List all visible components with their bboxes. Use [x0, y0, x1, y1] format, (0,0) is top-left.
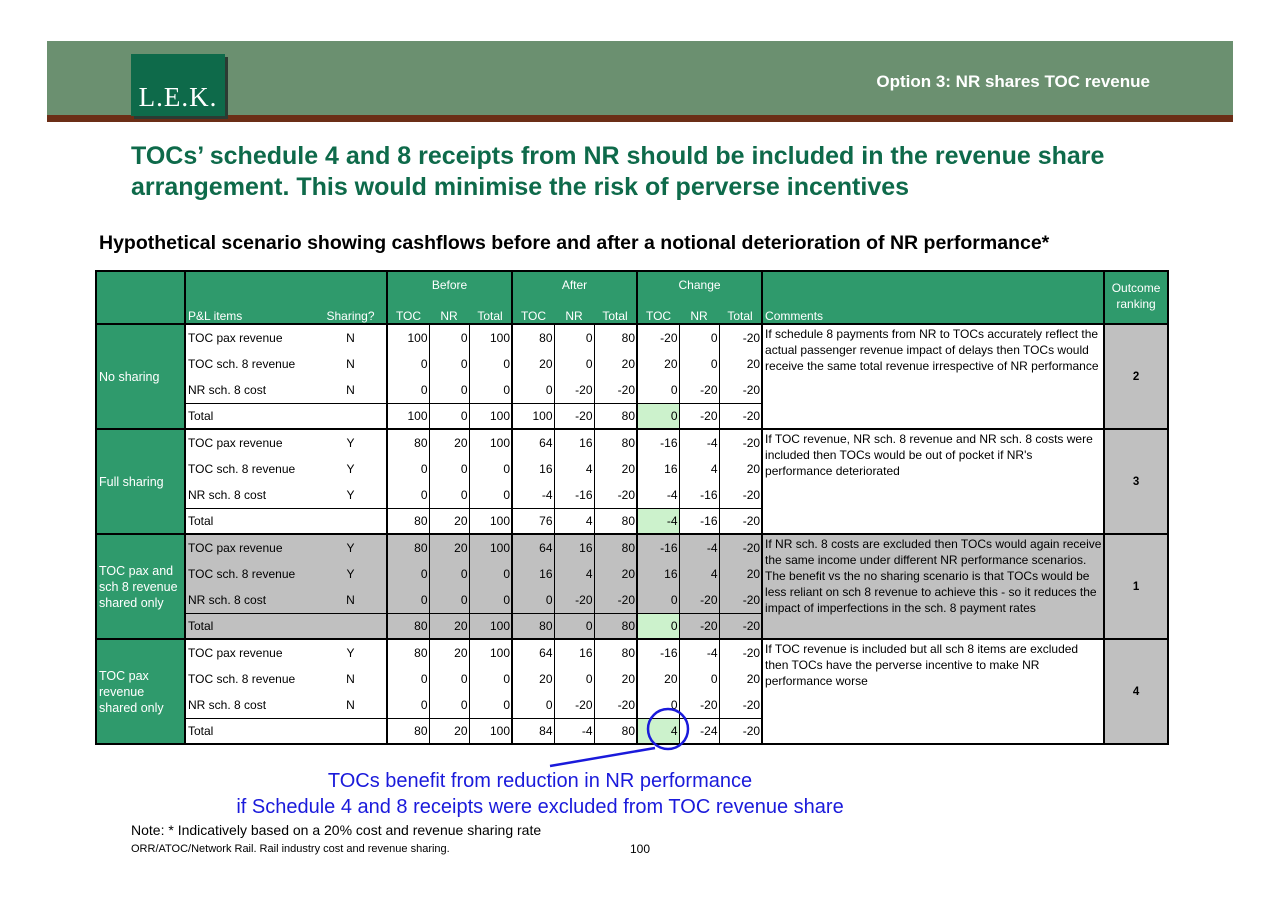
before-toc-value: 0 — [387, 692, 429, 719]
after-total-value: -20 — [594, 377, 637, 404]
after-toc-value: 20 — [512, 351, 554, 377]
header-outcome-ranking: Outcome ranking — [1104, 271, 1168, 324]
after-total-value: 20 — [594, 351, 637, 377]
header-pl-items: P&L items — [185, 298, 315, 324]
before-nr-value: 0 — [429, 482, 469, 509]
before-total-value: 100 — [469, 614, 512, 640]
header-change-toc: TOC — [637, 298, 679, 324]
before-nr-value: 20 — [429, 534, 469, 561]
outcome-ranking: 1 — [1104, 534, 1168, 639]
after-nr-value: -20 — [554, 377, 594, 404]
before-total-value: 0 — [469, 456, 512, 482]
after-total-value: -20 — [594, 587, 637, 614]
change-total-value: -20 — [719, 692, 762, 719]
sharing-flag: N — [346, 672, 355, 686]
change-toc-value: -16 — [637, 639, 679, 666]
sharing-flag: N — [346, 357, 355, 371]
after-toc-value: 100 — [512, 404, 554, 430]
header-section-cell — [96, 271, 185, 324]
before-toc-value: 0 — [387, 351, 429, 377]
after-nr-value: 16 — [554, 429, 594, 456]
before-toc-value: 0 — [387, 456, 429, 482]
table-row — [96, 639, 1168, 666]
change-nr-value: -4 — [679, 639, 719, 666]
header-before-toc: TOC — [387, 298, 429, 324]
before-total-value: 0 — [469, 351, 512, 377]
before-nr-value: 0 — [429, 561, 469, 587]
before-nr-value: 20 — [429, 509, 469, 535]
change-nr-value: -20 — [679, 404, 719, 430]
after-nr-value: 0 — [554, 666, 594, 692]
sharing-flag — [315, 509, 387, 535]
before-total-value: 100 — [469, 534, 512, 561]
before-toc-value: 100 — [387, 324, 429, 351]
pl-item: TOC pax revenue — [185, 534, 315, 561]
after-toc-value: 84 — [512, 719, 554, 745]
before-total-value: 0 — [469, 482, 512, 509]
change-total-value: -20 — [719, 719, 762, 745]
header-after: After — [512, 271, 637, 298]
change-toc-value: 0 — [637, 587, 679, 614]
pl-item: NR sch. 8 cost — [185, 482, 315, 509]
change-nr-value: -4 — [679, 534, 719, 561]
change-toc-value: -4 — [637, 482, 679, 509]
after-nr-value: -16 — [554, 482, 594, 509]
header-comments: Comments — [762, 298, 1104, 324]
after-nr-value: 16 — [554, 639, 594, 666]
change-total-value: -20 — [719, 429, 762, 456]
after-nr-value: -20 — [554, 692, 594, 719]
outcome-ranking: 4 — [1104, 639, 1168, 744]
table-row — [96, 429, 1168, 456]
table-row — [96, 324, 1168, 351]
before-nr-value: 0 — [429, 404, 469, 430]
before-nr-value: 20 — [429, 719, 469, 745]
change-nr-value: -4 — [679, 429, 719, 456]
change-nr-value: -16 — [679, 509, 719, 535]
section-label: No sharing — [96, 324, 185, 429]
header-accent-bar — [47, 115, 1233, 122]
pl-item: TOC sch. 8 revenue — [185, 561, 315, 587]
change-toc-value: -4 — [637, 509, 679, 535]
change-toc-value: 20 — [637, 351, 679, 377]
change-nr-value: 0 — [679, 324, 719, 351]
after-total-value: 80 — [594, 719, 637, 745]
after-toc-value: 64 — [512, 534, 554, 561]
option-title: Option 3: NR shares TOC revenue — [876, 72, 1150, 91]
pl-item: NR sch. 8 cost — [185, 587, 315, 614]
header-change-nr: NR — [679, 298, 719, 324]
table-row — [96, 534, 1168, 561]
after-total-value: 80 — [594, 614, 637, 640]
after-total-value: 80 — [594, 324, 637, 351]
sharing-flag: N — [315, 324, 387, 351]
change-nr-value: 0 — [679, 666, 719, 692]
sharing-flag: N — [346, 698, 355, 712]
sharing-flag: Y — [315, 561, 387, 587]
change-toc-value: -16 — [637, 429, 679, 456]
change-toc-value: 4 — [637, 719, 679, 745]
change-total-value: 20 — [719, 561, 762, 587]
header-blank-cell — [185, 271, 387, 298]
before-total-value: 0 — [469, 377, 512, 404]
header-after-total: Total — [594, 298, 637, 324]
before-total-value: 0 — [469, 587, 512, 614]
change-nr-value: 4 — [679, 561, 719, 587]
before-nr-value: 20 — [429, 429, 469, 456]
before-toc-value: 0 — [387, 377, 429, 404]
after-total-value: -20 — [594, 692, 637, 719]
before-nr-value: 20 — [429, 614, 469, 640]
before-nr-value: 0 — [429, 377, 469, 404]
before-nr-value: 20 — [429, 639, 469, 666]
pl-item: TOC sch. 8 revenue — [185, 351, 315, 377]
sharing-flag — [315, 614, 387, 640]
after-total-value: 20 — [594, 666, 637, 692]
comment-cell: If TOC revenue is included but all sch 8 items are excluded then TOCs have the perverse incentive to make NR performance worse — [762, 639, 1104, 744]
comment-cell: If schedule 8 payments from NR to TOCs accurately reflect the actual passenger revenue impact of delays then TOCs would receive the same total revenue irrespective of NR performance — [762, 324, 1104, 429]
change-total-value: -20 — [719, 377, 762, 404]
after-nr-value: 0 — [554, 324, 594, 351]
header-change: Change — [637, 271, 762, 298]
before-nr-value: 0 — [429, 587, 469, 614]
cashflow-table — [95, 270, 1169, 745]
outcome-ranking: 3 — [1104, 429, 1168, 534]
header-after-nr: NR — [554, 298, 594, 324]
before-toc-value: 0 — [387, 666, 429, 692]
before-toc-value: 80 — [387, 534, 429, 561]
after-toc-value: 16 — [512, 456, 554, 482]
lek-logo — [131, 54, 225, 116]
after-total-value: 20 — [594, 561, 637, 587]
pl-item: TOC pax revenue — [185, 639, 315, 666]
logo-text: L.E.K. — [138, 82, 218, 112]
change-total-value: -20 — [719, 324, 762, 351]
change-total-value: 20 — [719, 351, 762, 377]
before-toc-value: 0 — [387, 561, 429, 587]
change-total-value: -20 — [719, 404, 762, 430]
before-total-value: 100 — [469, 429, 512, 456]
before-toc-value: 80 — [387, 509, 429, 535]
sharing-flag: Y — [346, 462, 355, 476]
before-total-value: 0 — [469, 666, 512, 692]
change-total-value: 20 — [719, 456, 762, 482]
change-nr-value: -20 — [679, 614, 719, 640]
slide-headline: TOCs’ schedule 4 and 8 receipts from NR should be included in the revenue share arrangement. This would minimise the risk of perverse incentives — [131, 142, 1105, 201]
sharing-flag — [315, 404, 387, 430]
after-toc-value: 64 — [512, 429, 554, 456]
after-total-value: -20 — [594, 482, 637, 509]
pl-item: TOC pax revenue — [185, 324, 315, 351]
after-nr-value: 0 — [554, 351, 594, 377]
before-nr-value: 0 — [429, 666, 469, 692]
before-nr-value: 0 — [429, 351, 469, 377]
before-toc-value: 80 — [387, 639, 429, 666]
change-total-value: -20 — [719, 509, 762, 535]
table-subtitle: Hypothetical scenario showing cashflows before and after a notional deterioration of NR performance* — [99, 232, 1050, 254]
change-nr-value: -24 — [679, 719, 719, 745]
after-nr-value: -20 — [554, 587, 594, 614]
after-nr-value: -4 — [554, 719, 594, 745]
before-total-value: 0 — [469, 692, 512, 719]
before-toc-value: 80 — [387, 614, 429, 640]
after-toc-value: 64 — [512, 639, 554, 666]
source-line: ORR/ATOC/Network Rail. Rail industry cost and revenue sharing. — [131, 843, 450, 855]
change-toc-value: 16 — [637, 561, 679, 587]
after-nr-value: 4 — [554, 456, 594, 482]
before-total-value: 0 — [469, 561, 512, 587]
before-toc-value: 80 — [387, 429, 429, 456]
change-toc-value: 20 — [637, 666, 679, 692]
sharing-flag: Y — [346, 488, 355, 502]
section-label: Full sharing — [96, 429, 185, 534]
sharing-flag: N — [315, 587, 387, 614]
pl-item: Total — [185, 404, 315, 430]
change-nr-value: 0 — [679, 351, 719, 377]
page-number: 100 — [629, 842, 651, 856]
header-sharing: Sharing? — [315, 298, 387, 324]
section-label: TOC pax revenue shared only — [96, 639, 185, 744]
change-nr-value: -16 — [679, 482, 719, 509]
header-after-toc: TOC — [512, 298, 554, 324]
change-toc-value: -20 — [637, 324, 679, 351]
after-nr-value: 4 — [554, 561, 594, 587]
sharing-flag: N — [346, 383, 355, 397]
change-nr-value: -20 — [679, 377, 719, 404]
pl-item: TOC sch. 8 revenue — [185, 456, 315, 482]
sharing-flag: Y — [315, 639, 387, 666]
pl-item: NR sch. 8 cost — [185, 377, 315, 404]
pl-item: TOC pax revenue — [185, 429, 315, 456]
after-total-value: 80 — [594, 534, 637, 561]
after-nr-value: 16 — [554, 534, 594, 561]
comment-cell: If NR sch. 8 costs are excluded then TOCs would again receive the same income under different NR performance scenarios. The benefit vs the no sharing scenario is that TOCs would be less reliant on sch 8 revenue to achieve this - so it reduces the impact of imperfections in the sch. 8 payment rates — [762, 534, 1104, 639]
section-label: TOC pax and sch 8 revenue shared only — [96, 534, 185, 639]
before-nr-value: 0 — [429, 324, 469, 351]
after-total-value: 80 — [594, 639, 637, 666]
header-before: Before — [387, 271, 512, 298]
outcome-ranking: 2 — [1104, 324, 1168, 429]
before-toc-value: 80 — [387, 719, 429, 745]
change-total-value: -20 — [719, 614, 762, 640]
after-toc-value: 0 — [512, 692, 554, 719]
change-total-value: -20 — [719, 639, 762, 666]
change-toc-value: 0 — [637, 614, 679, 640]
after-toc-value: 80 — [512, 324, 554, 351]
change-total-value: 20 — [719, 666, 762, 692]
before-total-value: 100 — [469, 404, 512, 430]
before-total-value: 100 — [469, 639, 512, 666]
before-toc-value: 100 — [387, 404, 429, 430]
before-total-value: 100 — [469, 509, 512, 535]
header-before-total: Total — [469, 298, 512, 324]
after-toc-value: 76 — [512, 509, 554, 535]
after-total-value: 80 — [594, 509, 637, 535]
after-toc-value: 16 — [512, 561, 554, 587]
sharing-flag: Y — [315, 429, 387, 456]
callout-connector — [550, 748, 655, 766]
after-toc-value: 0 — [512, 587, 554, 614]
after-nr-value: -20 — [554, 404, 594, 430]
after-nr-value: 0 — [554, 614, 594, 640]
change-total-value: -20 — [719, 587, 762, 614]
pl-item: TOC sch. 8 revenue — [185, 666, 315, 692]
before-total-value: 100 — [469, 324, 512, 351]
comment-cell: If TOC revenue, NR sch. 8 revenue and NR sch. 8 costs were included then TOCs would be out of pocket if NR's performance deteriorated — [762, 429, 1104, 534]
change-nr-value: -20 — [679, 587, 719, 614]
change-toc-value: 0 — [637, 692, 679, 719]
pl-item: NR sch. 8 cost — [185, 692, 315, 719]
before-nr-value: 0 — [429, 456, 469, 482]
after-toc-value: 0 — [512, 377, 554, 404]
pl-item: Total — [185, 614, 315, 640]
header-before-nr: NR — [429, 298, 469, 324]
after-total-value: 80 — [594, 429, 637, 456]
after-toc-value: 20 — [512, 666, 554, 692]
header-comments-top — [762, 271, 1104, 298]
change-total-value: -20 — [719, 482, 762, 509]
before-toc-value: 0 — [387, 482, 429, 509]
after-total-value: 20 — [594, 456, 637, 482]
change-toc-value: 0 — [637, 404, 679, 430]
change-toc-value: -16 — [637, 534, 679, 561]
footnote: Note: * Indicatively based on a 20% cost and revenue sharing rate — [131, 822, 542, 838]
after-toc-value: -4 — [512, 482, 554, 509]
change-toc-value: 0 — [637, 377, 679, 404]
change-nr-value: 4 — [679, 456, 719, 482]
header-change-total: Total — [719, 298, 762, 324]
pl-item: Total — [185, 509, 315, 535]
before-toc-value: 0 — [387, 587, 429, 614]
before-total-value: 100 — [469, 719, 512, 745]
sharing-flag: Y — [315, 534, 387, 561]
after-toc-value: 80 — [512, 614, 554, 640]
pl-item: Total — [185, 719, 315, 745]
change-toc-value: 16 — [637, 456, 679, 482]
change-total-value: -20 — [719, 534, 762, 561]
change-nr-value: -20 — [679, 692, 719, 719]
callout-line-1: TOCs benefit from reduction in NR performance — [327, 770, 753, 792]
after-nr-value: 4 — [554, 509, 594, 535]
before-nr-value: 0 — [429, 692, 469, 719]
callout-line-2: if Schedule 4 and 8 receipts were excluded from TOC revenue share — [236, 796, 844, 818]
after-total-value: 80 — [594, 404, 637, 430]
sharing-flag — [315, 719, 387, 745]
